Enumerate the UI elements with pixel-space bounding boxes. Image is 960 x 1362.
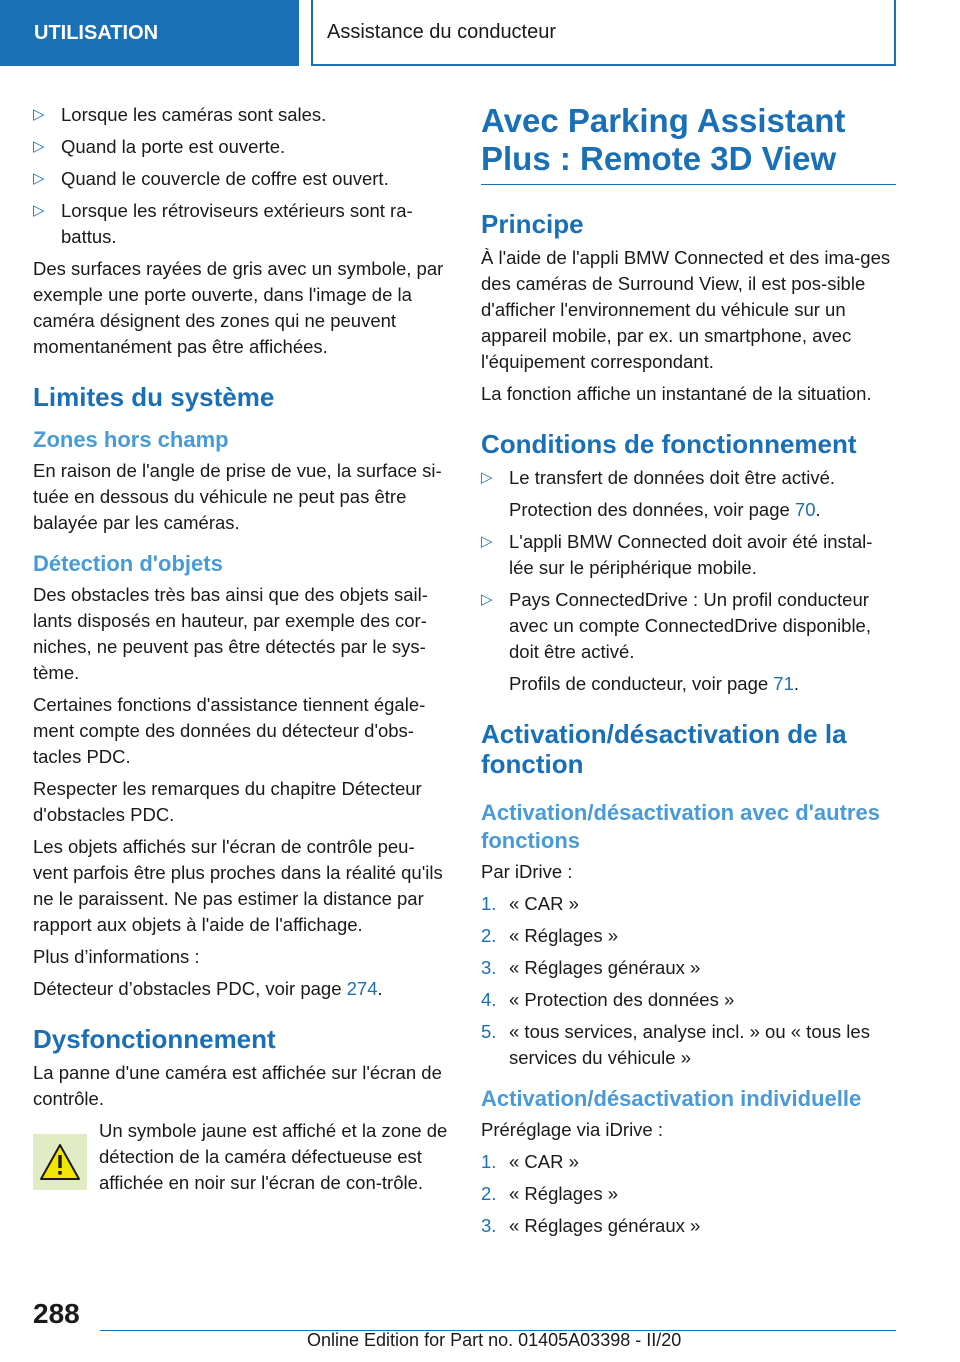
- paragraph: Des surfaces rayées de gris avec un symbole, par exemple une porte ouverte, dans l'image de la caméra désignent des zones qui ne peuvent momentanément pas être affichées.: [33, 258, 444, 357]
- list-item: 1. « CAR »: [481, 1149, 896, 1175]
- heading-zones: Zones hors champ: [33, 427, 229, 452]
- step-number: 4.: [481, 989, 497, 1010]
- page-link[interactable]: 71: [773, 673, 794, 694]
- page-number: 288: [33, 1298, 80, 1329]
- heading-principle: Principe: [481, 209, 584, 239]
- paragraph: Préréglage via iDrive :: [481, 1119, 663, 1140]
- bullet-arrow-icon: ▷: [481, 591, 493, 608]
- step-number: 2.: [481, 925, 497, 946]
- camera-limit-list: [33, 102, 448, 250]
- warning-note: [33, 1118, 448, 1196]
- left-column: [33, 102, 448, 1196]
- chapter-title: Assistance du conducteur: [311, 0, 896, 66]
- steps-list: [481, 1149, 896, 1239]
- list-item: 5. « tous services, analyse incl. » ou « tous les services du véhicule »: [481, 1021, 870, 1068]
- paragraph: Certaines fonctions d'assistance tiennent égale‐ment compte des données du détecteur d'obs‐tacles PDC.: [33, 694, 426, 767]
- bullet-arrow-icon: ▷: [33, 106, 45, 123]
- list-item: ▷ Lorsque les rétroviseurs extérieurs sont ra‐battus.: [33, 200, 413, 247]
- list-item: 2. « Réglages »: [481, 1181, 896, 1207]
- heading-activation: Activation/désactivation de la fonction: [481, 719, 847, 779]
- warning-icon: [33, 1134, 87, 1190]
- list-item: 4. « Protection des données »: [481, 987, 896, 1013]
- warning-text: Un symbole jaune est affiché et la zone de détection de la caméra défectueuse est affichée en noir sur l'écran de con‐trôle.: [99, 1120, 448, 1193]
- paragraph: Par iDrive :: [481, 861, 573, 882]
- bullet-arrow-icon: ▷: [33, 138, 45, 155]
- list-item: ▷ Lorsque les caméras sont sales.: [33, 102, 448, 128]
- list-item: ▷ Le transfert de données doit être activé.: [481, 465, 896, 491]
- right-column: [481, 102, 896, 1245]
- page-link[interactable]: 70: [794, 499, 816, 520]
- section-tab: UTILISATION: [0, 0, 299, 66]
- step-number: 1.: [481, 893, 497, 914]
- step-number: 3.: [481, 1215, 497, 1236]
- page-reference: Détecteur d’obstacles PDC, voir page 274.: [33, 978, 383, 999]
- list-item: 2. « Réglages »: [481, 923, 896, 949]
- heading-activation-other: Activation/désactivation avec d'autres fonctions: [481, 800, 880, 853]
- list-item: ▷ L'appli BMW Connected doit avoir été instal‐lée sur le périphérique mobile.: [481, 531, 873, 578]
- paragraph: Des obstacles très bas ainsi que des objets sail‐lants disposés en hauteur, par exemple des cor‐niches, ne peuvent pas être détectés par le sys‐tème.: [33, 584, 428, 683]
- paragraph: Les objets affichés sur l'écran de contrôle peu‐vent parfois être plus proches dans la réalité qu'ils ne le paraissent. Ne pas estimer la distance par rapport aux objets à l'aide de l'affichage.: [33, 836, 443, 935]
- step-number: 2.: [481, 1183, 497, 1204]
- page-reference: Protection des données, voir page 70.: [509, 499, 821, 520]
- page-header: [0, 0, 960, 66]
- steps-list: [481, 891, 896, 1071]
- step-number: 3.: [481, 957, 497, 978]
- heading-activation-individual: Activation/désactivation individuelle: [481, 1086, 862, 1111]
- conditions-list: [481, 529, 896, 665]
- heading-limits: Limites du système: [33, 382, 275, 412]
- paragraph: La fonction affiche un instantané de la situation.: [481, 383, 872, 404]
- list-item: 1. « CAR »: [481, 891, 896, 917]
- paragraph: Respecter les remarques du chapitre Détecteur d'obstacles PDC.: [33, 778, 422, 825]
- page-link[interactable]: 274: [346, 978, 378, 999]
- bullet-arrow-icon: ▷: [33, 170, 45, 187]
- step-number: 1.: [481, 1151, 497, 1172]
- heading-detection: Détection d'objets: [33, 551, 223, 576]
- bullet-arrow-icon: ▷: [481, 533, 493, 550]
- paragraph: À l'aide de l'appli BMW Connected et des ima‐ges des caméras de Surround View, il est pos‐sible d'afficher l'environnement du véhicule sur un appareil mobile, par ex. un smartphone, avec l'équipement correspondant.: [481, 247, 891, 372]
- list-item: ▷ Quand le couvercle de coffre est ouvert.: [33, 166, 448, 192]
- bullet-arrow-icon: ▷: [33, 202, 45, 219]
- paragraph: La panne d'une caméra est affichée sur l'écran de contrôle.: [33, 1062, 442, 1109]
- list-item: ▷ Pays ConnectedDrive : Un profil conducteur avec un compte ConnectedDrive disponible, doit être activé.: [481, 589, 871, 662]
- heading-conditions: Conditions de fonctionnement: [481, 429, 857, 459]
- list-item: 3. « Réglages généraux »: [481, 955, 896, 981]
- list-item: 3. « Réglages généraux »: [481, 1213, 896, 1239]
- heading-malfunction: Dysfonctionnement: [33, 1024, 276, 1054]
- paragraph: En raison de l'angle de prise de vue, la surface si‐tuée en dessous du véhicule ne peut pas être balayée par les caméras.: [33, 460, 442, 533]
- step-number: 5.: [481, 1021, 497, 1042]
- bullet-arrow-icon: ▷: [481, 469, 493, 486]
- paragraph: Plus d’informations :: [33, 946, 200, 967]
- conditions-list: [481, 465, 896, 491]
- page-reference: Profils de conducteur, voir page 71.: [509, 673, 800, 694]
- edition-note: Online Edition for Part no. 01405A03398 - II/20: [307, 1330, 682, 1350]
- list-item: ▷ Quand la porte est ouverte.: [33, 134, 448, 160]
- heading-remote-3d-view: Avec Parking Assistant Plus : Remote 3D View: [481, 102, 896, 185]
